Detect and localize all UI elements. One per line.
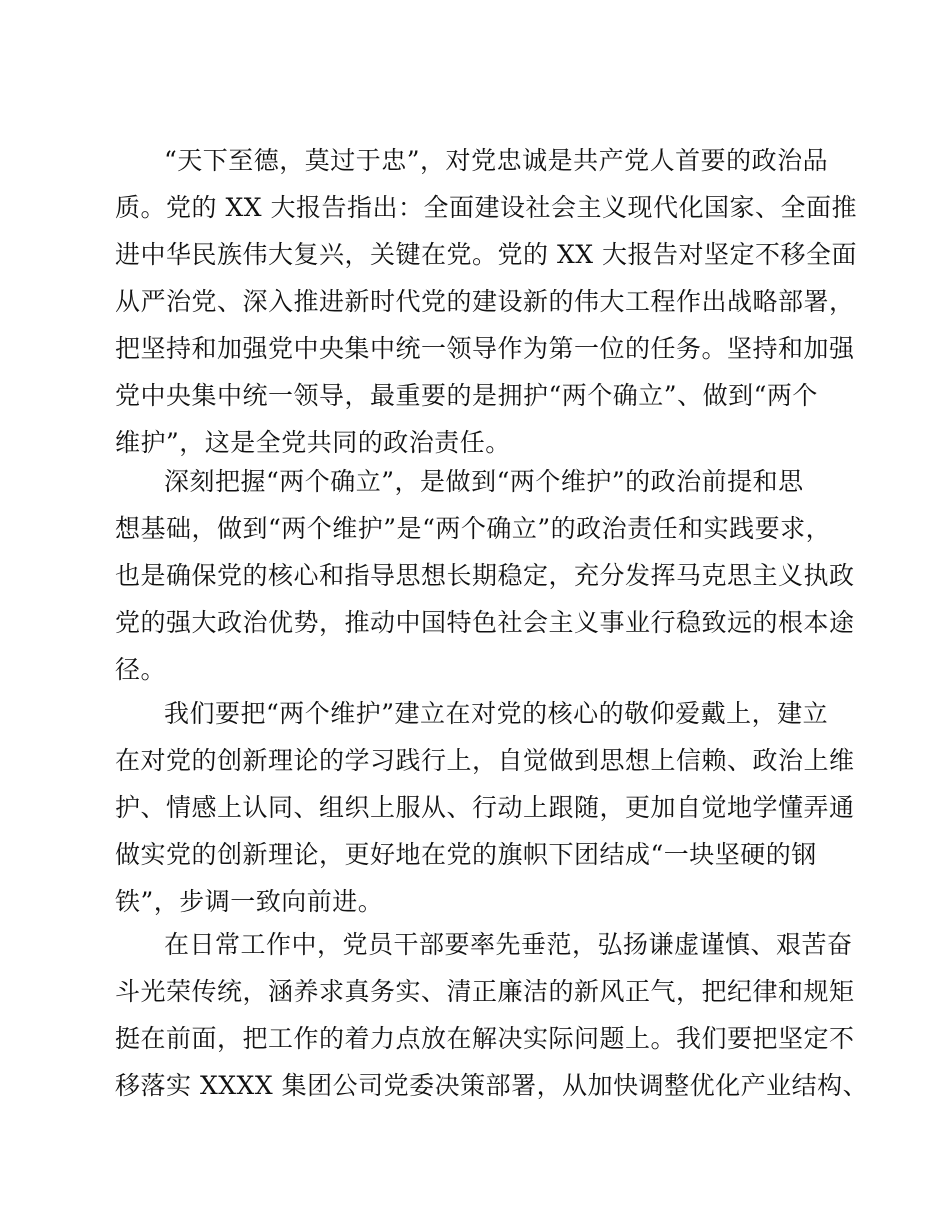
text-line: 进中华民族伟大复兴，关键在党。党的 XX 大报告对坚定不移全面 — [115, 240, 857, 269]
text-line: 也是确保党的核心和指导思想长期稳定，充分发挥马克思主义执政 — [115, 561, 855, 590]
paragraph-two-establishments — [115, 458, 855, 693]
text-line: 深刻把握“两个确立”，是做到“两个维护”的政治前提和思 — [164, 467, 804, 496]
paragraph-two-safeguards — [115, 690, 855, 925]
text-line: 铁”，步调一致向前进。 — [115, 887, 384, 916]
text-line: 党的强大政治优势，推动中国特色社会主义事业行稳致远的根本途 — [115, 608, 855, 637]
text-line: 在对党的创新理论的学习践行上，自觉做到思想上信赖、政治上维 — [115, 746, 855, 775]
text-line: 我们要把“两个维护”建立在对党的核心的敬仰爱戴上，建立 — [164, 699, 829, 728]
text-line: 想基础，做到“两个维护”是“两个确立”的政治责任和实践要求， — [115, 514, 832, 543]
text-line: 斗光荣传统，涵养求真务实、清正廉洁的新风正气，把纪律和规矩 — [115, 977, 855, 1006]
text-line: 把坚持和加强党中央集中统一领导作为第一位的任务。坚持和加强 — [115, 334, 855, 363]
paragraph-daily-work — [115, 921, 869, 1109]
paragraph-loyalty — [115, 137, 857, 466]
text-line: “天下至德，莫过于忠”，对党忠诚是共产党人首要的政治品 — [164, 146, 829, 175]
text-line: 移落实 XXXX 集团公司党委决策部署，从加快调整优化产业结构、 — [115, 1071, 869, 1100]
text-line: 挺在前面，把工作的着力点放在解决实际问题上。我们要把坚定不 — [115, 1024, 855, 1053]
text-line: 从严治党、深入推进新时代党的建设新的伟大工程作出战略部署， — [115, 287, 855, 316]
text-line: 做实党的创新理论，更好地在党的旗帜下团结成“一块坚硬的钢 — [115, 840, 817, 869]
text-line: 在日常工作中，党员干部要率先垂范，弘扬谦虚谨慎、艰苦奋 — [164, 930, 853, 959]
text-line: 质。党的 XX 大报告指出：全面建设社会主义现代化国家、全面推 — [115, 193, 857, 222]
text-line: 党中央集中统一领导，最重要的是拥护“两个确立”、做到“两个 — [115, 381, 818, 410]
text-line: 径。 — [115, 655, 167, 684]
text-line: 维护”，这是全党共同的政治责任。 — [115, 428, 511, 457]
text-line: 护、情感上认同、组织上服从、行动上跟随，更加自觉地学懂弄通 — [115, 793, 855, 822]
